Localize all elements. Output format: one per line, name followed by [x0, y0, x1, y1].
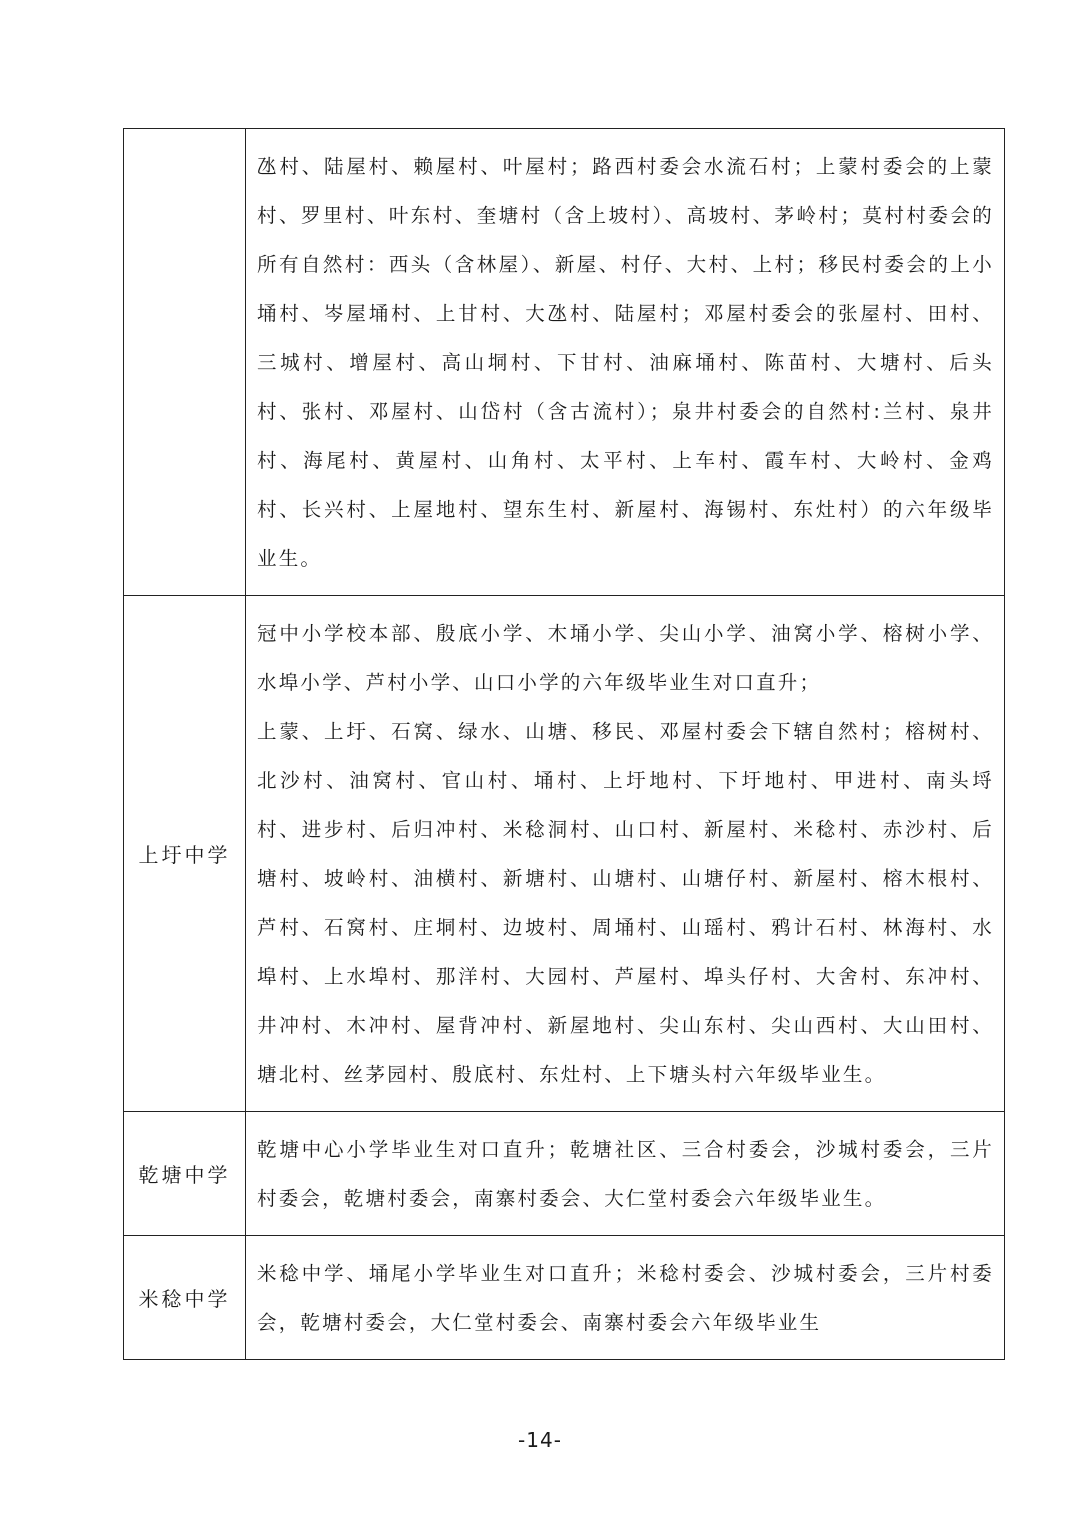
catchment-area-cell	[246, 1236, 1005, 1360]
catchment-paragraph: 氹村、陆屋村、赖屋村、叶屋村；路西村委会水流石村；上蒙村委会的上蒙村、罗里村、叶东村、奎塘村（含上坡村）、高坡村、茅岭村；莫村村委会的所有自然村：西头（含林屋）、新屋、村仔、大村、上村；移民村委会的上小埇村、岑屋埇村、上甘村、大氹村、陆屋村；邓屋村委会的张屋村、田村、三城村、增屋村、高山垌村、下甘村、油麻埇村、陈苗村、大塘村、后头村、张村、邓屋村、山岱村（含古流村）；泉井村委会的自然村:兰村、泉井村、海尾村、黄屋村、山角村、太平村、上车村、霞车村、大岭村、金鸡村、长兴村、上屋地村、望东生村、新屋村、海锡村、东灶村）的六年级毕业生。	[257, 155, 994, 570]
catchment-paragraph: 上蒙、上圩、石窝、绿水、山塘、移民、邓屋村委会下辖自然村；榕树村、北沙村、油窝村、官山村、埇村、上圩地村、下圩地村、甲进村、南头埒村、进步村、后归冲村、米稔洞村、山口村、新屋村、米稔村、赤沙村、后塘村、坡岭村、油横村、新塘村、山塘村、山塘仔村、新屋村、榕木根村、芦村、石窝村、庄垌村、边坡村、周埇村、山瑶村、鸦计石村、林海村、水埠村、上水埠村、那洋村、大园村、芦屋村、埠头仔村、大舍村、东冲村、井冲村、木冲村、屋背冲村、新屋地村、尖山东村、尖山西村、大山田村、塘北村、丝茅园村、殷底村、东灶村、上下塘头村六年级毕业生。	[257, 720, 994, 1086]
table-row	[124, 1236, 1005, 1360]
catchment-area-cell	[246, 129, 1005, 596]
enrollment-table	[123, 128, 1005, 1360]
school-name-cell: 上圩中学	[124, 596, 246, 1112]
catchment-area-cell	[246, 596, 1005, 1112]
table-row	[124, 129, 1005, 596]
school-name-cell: 乾塘中学	[124, 1112, 246, 1236]
catchment-paragraph: 冠中小学校本部、殷底小学、木埇小学、尖山小学、油窝小学、榕树小学、水埠小学、芦村小学、山口小学的六年级毕业生对口直升；	[257, 622, 994, 694]
school-name-cell	[124, 129, 246, 596]
catchment-paragraph: 乾塘中心小学毕业生对口直升；乾塘社区、三合村委会，沙城村委会，三片村委会，乾塘村委会，南寨村委会、大仁堂村委会六年级毕业生。	[257, 1138, 994, 1210]
table-row	[124, 1112, 1005, 1236]
table-row	[124, 596, 1005, 1112]
school-name-cell: 米稔中学	[124, 1236, 246, 1360]
page-number: -14-	[518, 1428, 562, 1452]
catchment-paragraph: 米稔中学、埇尾小学毕业生对口直升；米稔村委会、沙城村委会，三片村委会，乾塘村委会，大仁堂村委会、南寨村委会六年级毕业生	[257, 1262, 994, 1334]
catchment-area-cell	[246, 1112, 1005, 1236]
